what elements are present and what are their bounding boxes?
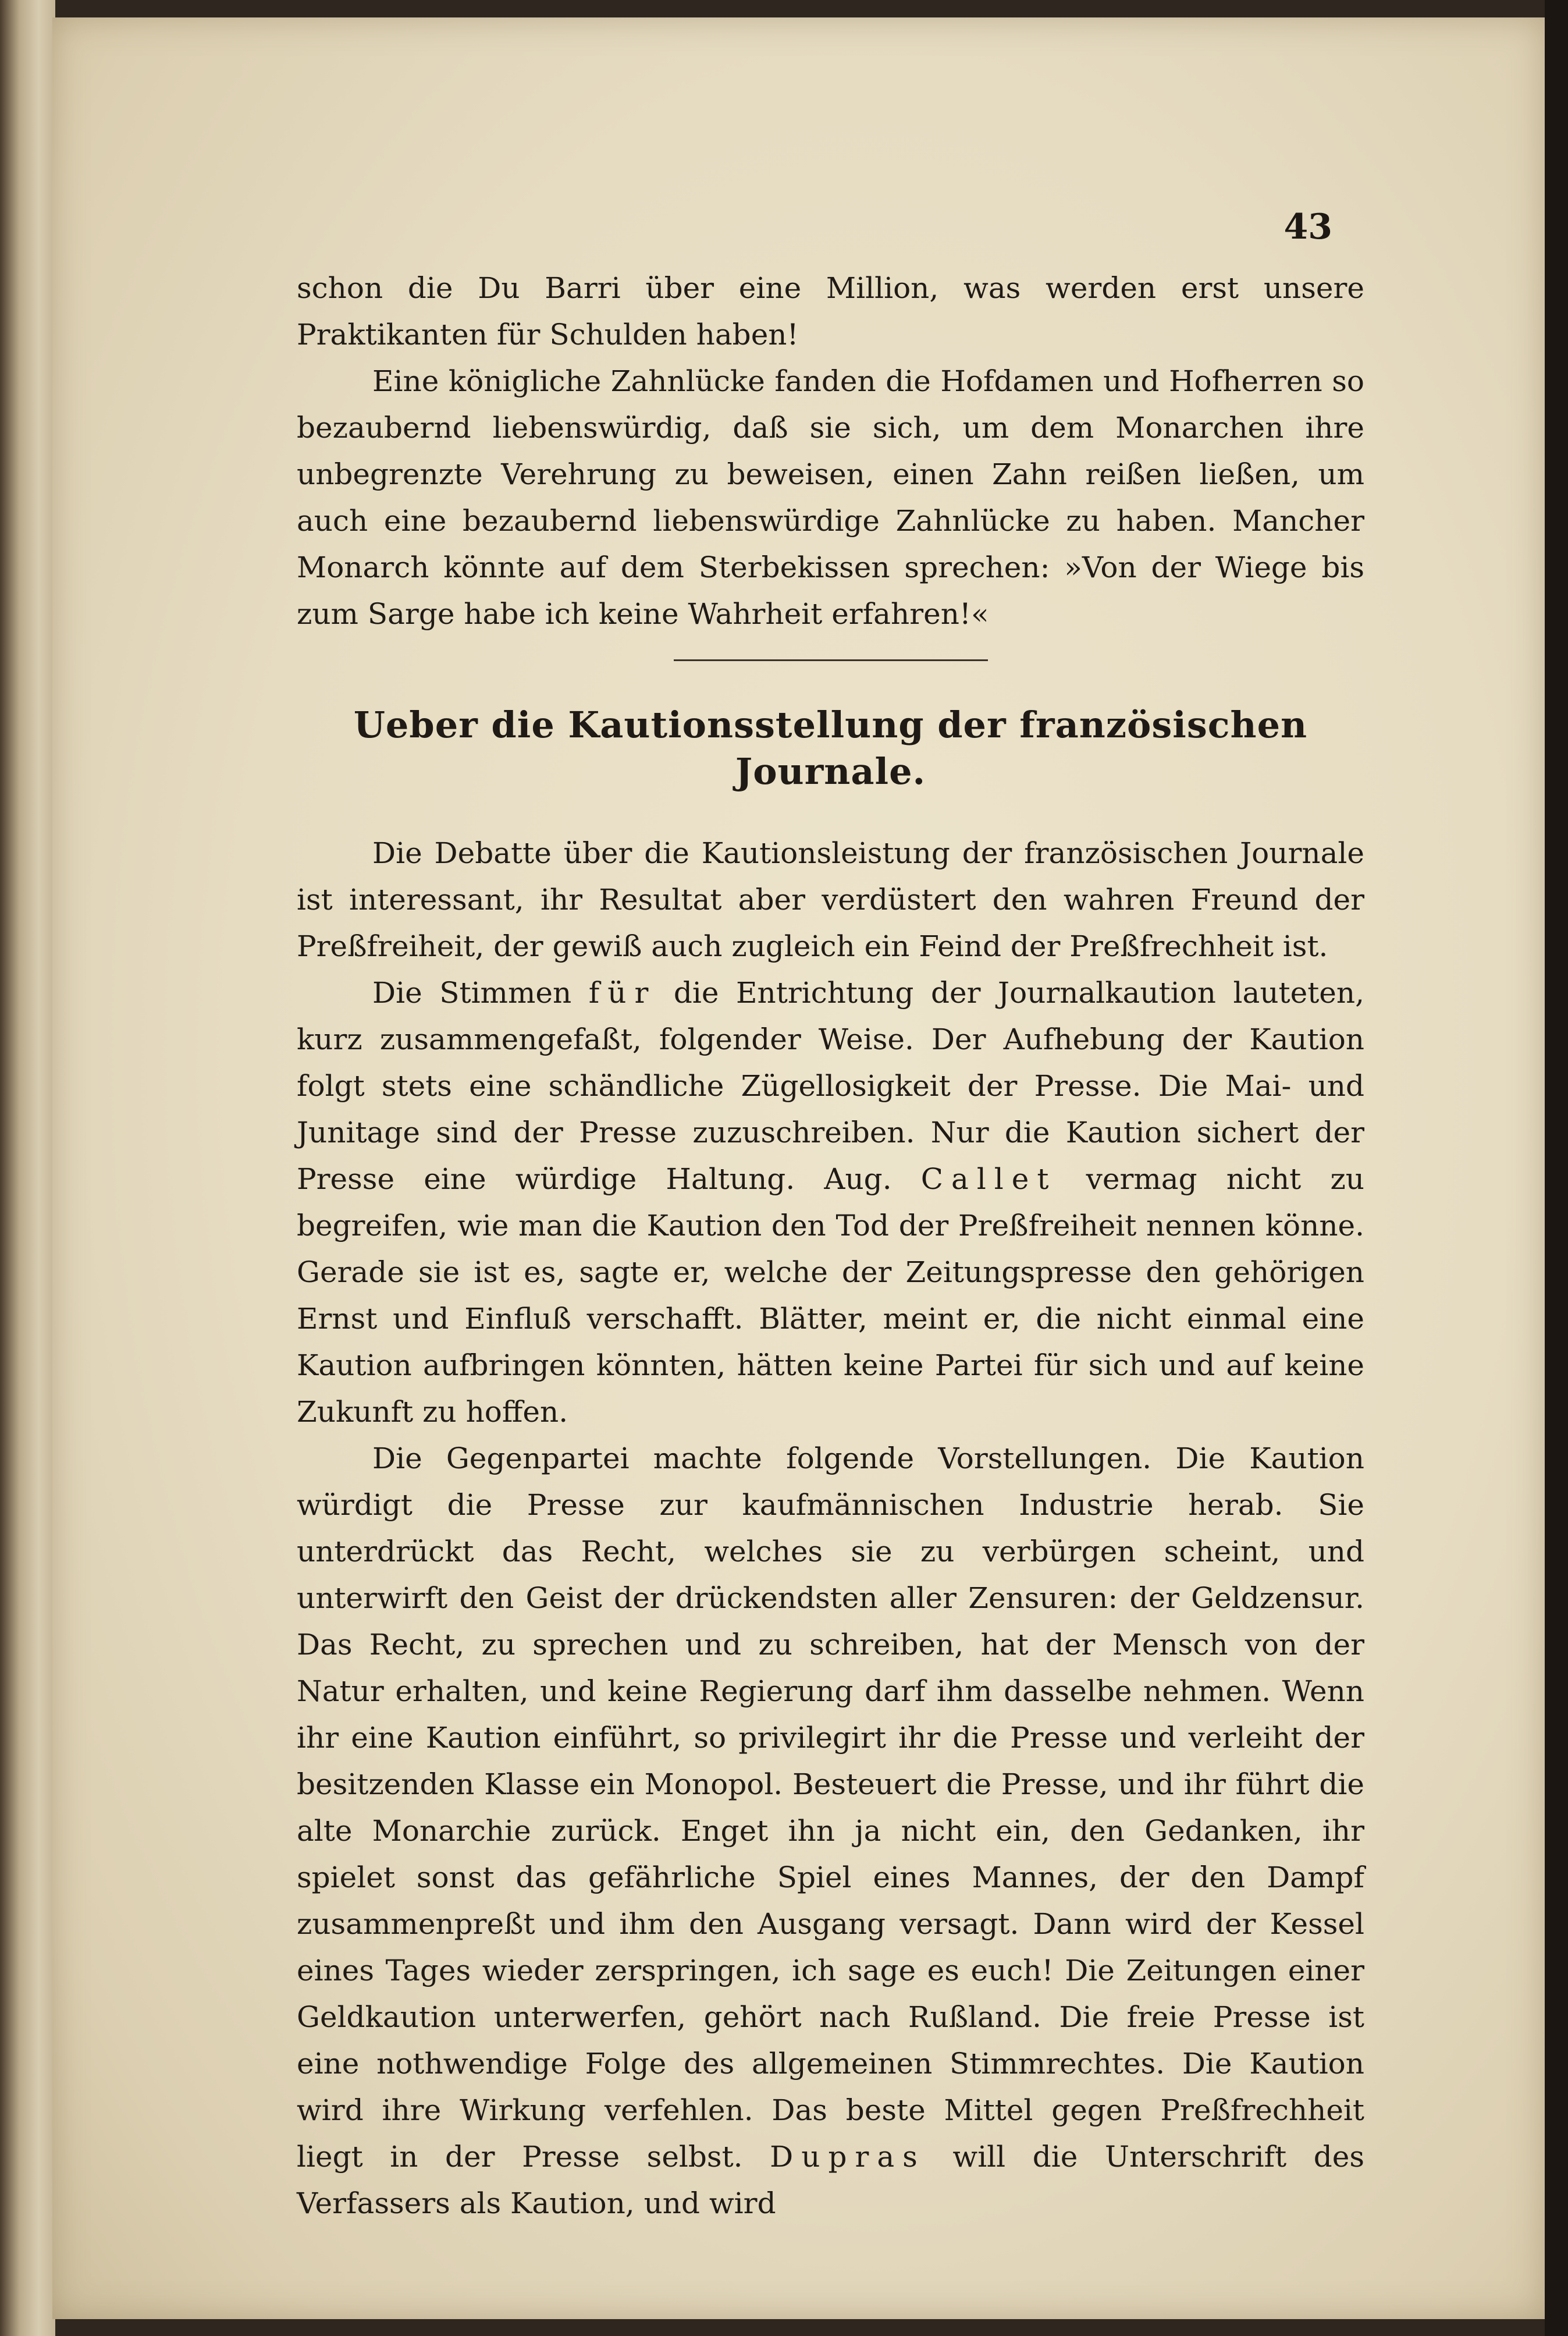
paragraph-2-text-b: die Entrichtung der Journalkaution lauteten, kurz zusammengefaßt, folgender Weise. Der Aufhebung der Kaution folgt stets eine schändliche Zügellosigkeit der Presse. Die Mai- und Junitage sind der Presse zuzuschreiben. Nur die Kaution sichert der Presse eine würdige Haltung. Aug. [297, 976, 1364, 1196]
paragraph-2-text-a: Die Stimmen [372, 976, 589, 1010]
paragraph-2-text-c: vermag nicht zu begreifen, wie man die Kaution den Tod der Preßfreiheit nennen könne. Gerade sie ist es, sagte er, welche der Zeitungspresse den gehörigen Ernst und Einfluß verschafft. Blätter, meint er, die nicht einmal eine Kaution aufbringen könnten, hätten keine Partei für sich und auf keine Zukunft zu hoffen. [297, 1162, 1364, 1429]
section-heading: Ueber die Kautionsstellung der französischen Journale. [353, 704, 1308, 793]
paragraph-zahnluecke: Eine königliche Zahnlücke fanden die Hofdamen und Hofherren so bezaubernd liebenswürdig, daß sie sich, um dem Monarchen ihre unbegrenzte Verehrung zu beweisen, einen Zahn reißen ließen, um auch eine bezaubernd liebenswürdige Zahnlücke zu haben. Mancher Monarch könnte auf dem Sterbekissen sprechen: »Von der Wiege bis zum Sarge habe ich keine Wahrheit erfahren!« [297, 364, 1364, 631]
right-page-edge [1545, 0, 1568, 2336]
page-number: 43 [1283, 207, 1332, 247]
paragraph-continuation: schon die Du Barri über eine Million, was werden erst unsere Praktikanten für Schulden haben! [297, 271, 1364, 352]
emphasis-fuer: für [588, 976, 657, 1010]
emphasis-dupras: Dupras [770, 2140, 926, 2174]
book-spine [0, 0, 55, 2336]
section-divider-rule [674, 659, 988, 661]
section-paragraph-1: Die Debatte über die Kautionsleistung der französischen Journale ist interessant, ihr Resultat aber verdüstert den wahren Freund der Preßfreiheit, der gewiß auch zugleich ein Feind der Preßfrechheit ist. [297, 836, 1364, 963]
emphasis-callet: Callet [920, 1162, 1057, 1196]
page-text-block [297, 265, 1364, 2227]
section-paragraph-2 [297, 970, 1364, 1435]
section-paragraph-3 [297, 1435, 1364, 2227]
paragraph-3-text-a: Die Gegenpartei machte folgende Vorstellungen. Die Kaution würdigt die Presse zur kaufmännischen Industrie herab. Sie unterdrückt das Recht, welches sie zu verbürgen scheint, und unterwirft den Geist der drückendsten aller Zensuren: der Geldzensur. Das Recht, zu sprechen und zu schreiben, hat der Mensch von der Natur erhalten, und keine Regierung darf ihm dasselbe nehmen. Wenn ihr eine Kaution einführt, so privilegirt ihr die Presse und verleiht der besitzenden Klasse ein Monopol. Besteuert die Presse, und ihr führt die alte Monarchie zurück. Enget ihn ja nicht ein, den Gedanken, ihr spielet sonst das gefährliche Spiel eines Mannes, der den Dampf zusammenpreßt und ihm den Ausgang versagt. Dann wird der Kessel eines Tages wieder zerspringen, ich sage es euch! Die Zeitungen einer Geldkaution unterwerfen, gehört nach Rußland. Die freie Presse ist eine nothwendige Folge des allgemeinen Stimmrechtes. Die Kaution wird ihre Wirkung verfehlen. Das beste Mittel gegen Preßfrechheit liegt in der Presse selbst. [297, 1442, 1364, 2174]
paragraph-3-text-b: will die Unterschrift des Verfassers als Kaution, und wird [297, 2140, 1364, 2220]
